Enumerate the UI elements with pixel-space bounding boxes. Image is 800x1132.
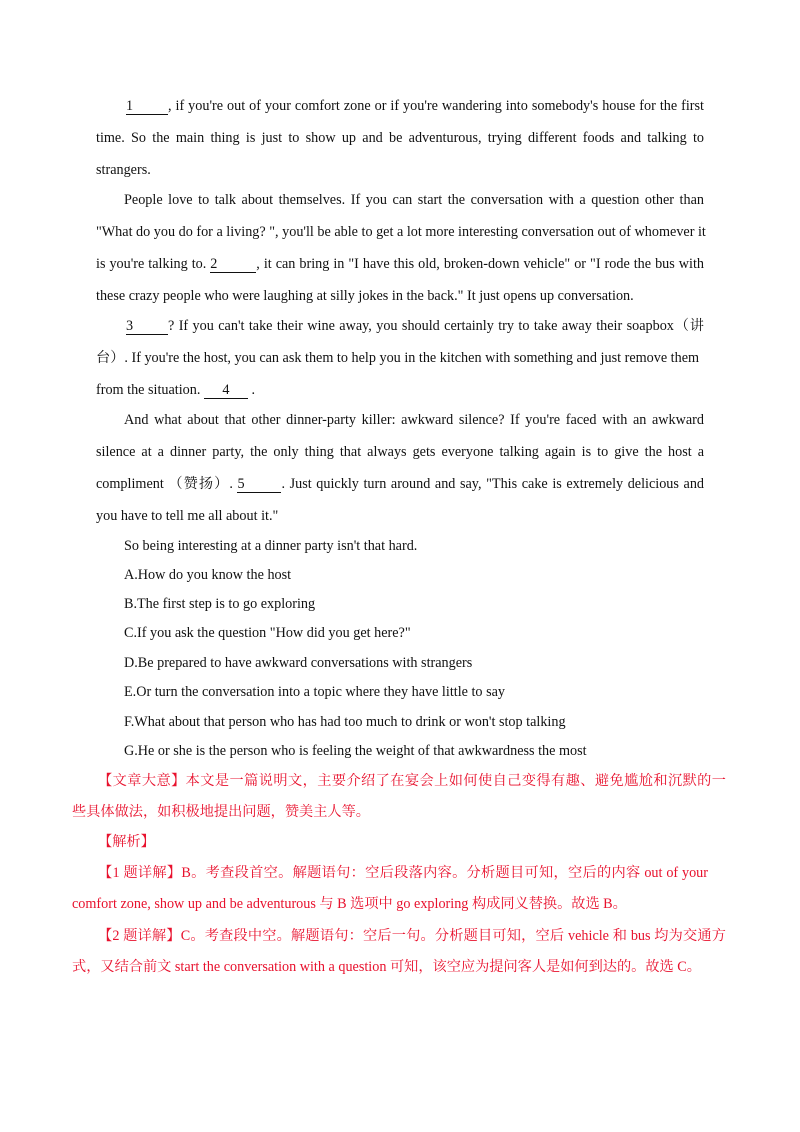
paragraph-4-line-2: silence at a dinner party, the only thing that always gets everyone talking again is to give the host a [96, 444, 704, 460]
blank-2: 2 [210, 256, 256, 273]
blank-5: 5 [237, 476, 281, 493]
option-b: B.The first step is to go exploring [124, 596, 316, 612]
q2-explanation-line-2: 式，又结合前文 start the conversation with a question 可知，该空应为提问客人是如何到达的。故选 C。 [72, 959, 701, 975]
paragraph-4-line-3 [96, 474, 704, 494]
paragraph-4-line-4: you have to tell me all about it." [96, 508, 279, 524]
paragraph-3-line-1 [126, 316, 704, 336]
option-c: C.If you ask the question "How did you get here?" [124, 625, 411, 641]
paragraph-text: is you're talking to. [96, 256, 207, 272]
q1-explanation-line-1: 【1 题详解】B。考查段首空。解题语句：空后段落内容。分析题目可知，空后的内容 out of your [98, 865, 708, 881]
paragraph-3-line-2: 台）. If you're the host, you can ask them to help you in the kitchen with something and just remove them [96, 350, 700, 366]
blank-4: 4 [204, 382, 248, 399]
summary-line-1: 【文章大意】本文是一篇说明文，主要介绍了在宴会上如何使自己变得有趣、避免尴尬和沉默的一 [98, 773, 726, 789]
paragraph-text: , it can bring in "I have this old, broken-down vehicle" or "I rode the bus with [256, 256, 704, 272]
paragraph-2-line-1: People love to talk about themselves. If you can start the conversation with a question other than [124, 192, 704, 208]
option-g: G.He or she is the person who is feeling the weight of that awkwardness the most [124, 743, 587, 759]
q2-explanation-line-1: 【2 题详解】C。考查段中空。解题语句：空后一句。分析题目可知，空后 vehicle 和 bus 均为交通方 [98, 928, 726, 944]
analysis-heading: 【解析】 [98, 834, 155, 850]
option-a: A.How do you know the host [124, 567, 292, 583]
paragraph-1-line-3: strangers. [96, 162, 151, 178]
paragraph-2-line-3 [96, 254, 704, 274]
paragraph-1-line-2: time. So the main thing is just to show up and be adventurous, trying different foods and talking to [96, 130, 704, 146]
paragraph-1-line-1 [126, 96, 704, 116]
paragraph-text: , if you're out of your comfort zone or if you're wandering into somebody's house for the first [168, 98, 704, 114]
paragraph-3-line-3 [96, 380, 255, 400]
paragraph-text: compliment （赞扬）. [96, 476, 233, 492]
paragraph-4-line-1: And what about that other dinner-party killer: awkward silence? If you're faced with an awkward [124, 412, 704, 428]
paragraph-text: ? If you can't take their wine away, you should certainly try to take away their soapbox（讲 [168, 318, 704, 334]
option-f: F.What about that person who has had too much to drink or won't stop talking [124, 714, 566, 730]
paragraph-2-line-2: "What do you do for a living? ", you'll be able to get a lot more interesting conversation out of whomever it [96, 224, 706, 240]
q1-explanation-line-2: comfort zone, show up and be adventurous 与 B 选项中 go exploring 构成同义替换。故选 B。 [72, 896, 627, 912]
summary-line-2: 些具体做法，如积极地提出问题，赞美主人等。 [72, 804, 370, 820]
option-e: E.Or turn the conversation into a topic where they have little to say [124, 684, 505, 700]
paragraph-text: from the situation. [96, 382, 201, 398]
blank-1: 1 [126, 98, 168, 115]
paragraph-text: . [251, 382, 256, 398]
blank-3: 3 [126, 318, 168, 335]
paragraph-5: So being interesting at a dinner party isn't that hard. [124, 538, 418, 554]
option-d: D.Be prepared to have awkward conversations with strangers [124, 655, 473, 671]
paragraph-2-line-4: these crazy people who were laughing at silly jokes in the back." It just opens up conversation. [96, 288, 634, 304]
paragraph-text: . Just quickly turn around and say, "This cake is extremely delicious and [281, 476, 705, 492]
